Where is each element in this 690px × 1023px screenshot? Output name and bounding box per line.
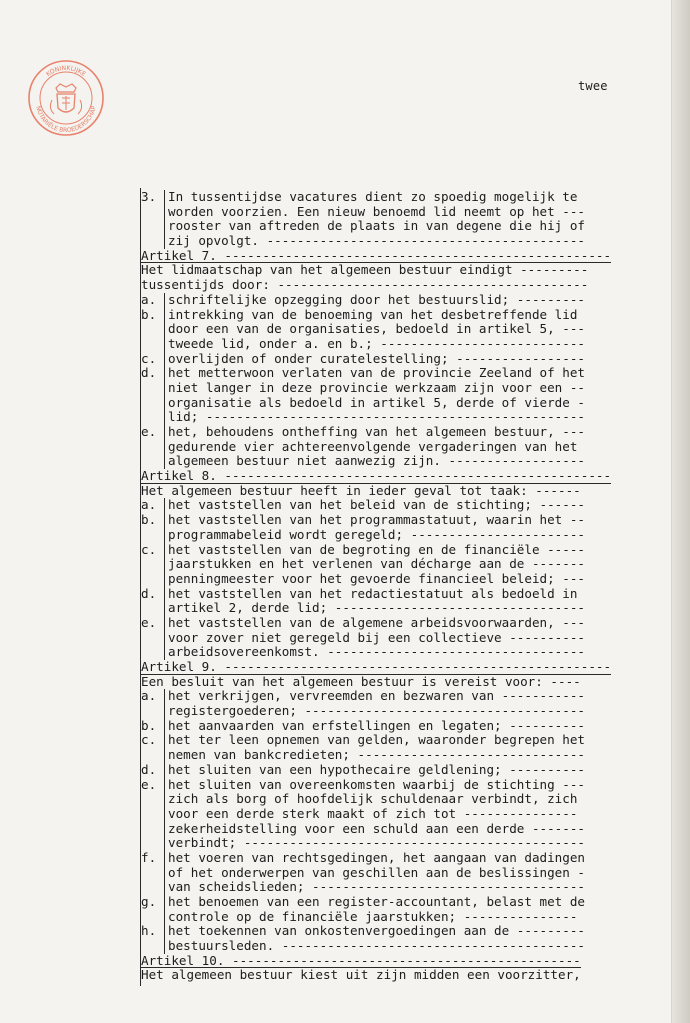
stamp-text-top: KONINKLIJKE — [45, 64, 87, 79]
line-text: Een besluit van het algemeen bestuur is vereist voor: ---- — [141, 674, 581, 689]
item-label: c. — [140, 352, 165, 367]
line-text: van scheidslieden; ------------------------------------ — [168, 880, 586, 895]
document-line — [140, 778, 650, 793]
article-heading-text: Artikel 9. --------------------------------------------------- — [141, 660, 612, 674]
line-text: het, behoudens ontheffing van het algemeen bestuur, --- — [168, 425, 586, 439]
page-edge — [671, 0, 690, 1023]
item-label — [140, 234, 165, 249]
document-line — [140, 498, 650, 513]
item-label — [140, 792, 165, 807]
document-line — [140, 939, 650, 954]
line-text: het vaststellen van het programmastatuut, waarin het -- — [168, 513, 586, 528]
item-label: h. — [140, 924, 165, 939]
line-text: bestuursleden. ---------------------------------------- — [168, 939, 586, 954]
document-line — [140, 616, 650, 631]
document-line — [140, 454, 650, 469]
document-line — [140, 278, 650, 293]
item-label — [140, 939, 165, 954]
document-line — [140, 895, 650, 910]
item-label — [140, 205, 165, 220]
line-text: het aanvaarden van erfstellingen en legaten; ---------- — [168, 718, 586, 733]
line-text: rooster van aftreden de plaats in van degene die hij of — [168, 219, 586, 234]
document-body — [140, 190, 650, 983]
item-label — [140, 396, 165, 411]
item-label: a. — [140, 689, 165, 704]
item-label — [140, 410, 165, 425]
item-label: e. — [140, 425, 165, 440]
document-line — [140, 763, 650, 778]
line-text: worden voorzien. Een nieuw benoemd lid neemt op het --- — [168, 204, 586, 219]
item-label: d. — [140, 366, 165, 381]
document-line — [140, 822, 650, 837]
document-line — [140, 381, 650, 396]
line-text: het sluiten van een hypothecaire geldlening; ---------- — [168, 762, 586, 777]
line-text: lid; -------------------------------------------------- — [168, 410, 586, 425]
page-number-label: twee — [578, 79, 608, 93]
notary-seal-stamp — [26, 58, 106, 138]
line-text: niet langer in deze provincie werkzaam zijn voor een -- — [168, 380, 586, 395]
document-line — [140, 190, 650, 205]
item-label: a. — [140, 498, 165, 513]
article-heading — [140, 954, 650, 969]
line-text: het vaststellen van de begroting en de financiële ----- — [168, 542, 586, 557]
document-line — [140, 836, 650, 851]
line-text: het benoemen van een register-accountant, belast met de — [168, 895, 586, 909]
line-text: verbindt; --------------------------------------------- — [168, 836, 586, 851]
line-text: controle op de financiële jaarstukken; --------------- — [168, 909, 578, 924]
item-label: b. — [140, 513, 165, 528]
line-text: tweede lid, onder a. en b.; --------------------------- — [168, 336, 586, 351]
document-line — [140, 631, 650, 646]
item-label: c. — [140, 733, 165, 748]
document-line — [140, 308, 650, 323]
line-text: jaarstukken en het verlenen van décharge aan de ------- — [168, 557, 586, 572]
line-text: zekerheidstelling voor een schuld aan een derde ------- — [168, 821, 586, 836]
document-line — [140, 484, 650, 499]
document-line — [140, 601, 650, 616]
line-text: Het lidmaatschap van het algemeen bestuur eindigt --------- — [141, 263, 589, 278]
item-label — [140, 601, 165, 616]
line-text: artikel 2, derde lid; --------------------------------- — [168, 601, 586, 616]
document-line — [140, 543, 650, 558]
line-text: zij opvolgt. ------------------------------------------ — [168, 234, 586, 249]
document-line — [140, 219, 650, 234]
line-text: het vaststellen van het beleid van de stichting; ------ — [168, 498, 586, 513]
item-label — [140, 381, 165, 396]
item-label — [140, 748, 165, 763]
line-text: het vaststellen van de algemene arbeidsvoorwaarden, --- — [168, 615, 586, 630]
article-heading — [140, 249, 650, 264]
document-line — [140, 851, 650, 866]
document-line — [140, 748, 650, 763]
item-label — [140, 631, 165, 646]
item-label: e. — [140, 778, 165, 793]
article-heading — [140, 660, 650, 675]
line-text: schriftelijke opzegging door het bestuurslid; --------- — [168, 292, 586, 307]
document-line — [140, 733, 650, 748]
line-text: organisatie als bedoeld in artikel 5, derde of vierde - — [168, 395, 586, 410]
document-line — [140, 205, 650, 220]
line-text: Het algemeen bestuur kiest uit zijn midden een voorzitter, — [141, 968, 581, 983]
item-label: f. — [140, 851, 165, 866]
document-line — [140, 689, 650, 704]
line-text: arbeidsovereenkomst. ---------------------------------- — [168, 645, 586, 660]
line-text: het sluiten van overeenkomsten waarbij de stichting --- — [168, 777, 586, 792]
item-label — [140, 645, 165, 660]
item-label — [140, 836, 165, 851]
line-text: het verkrijgen, vervreemden en bezwaren van ----------- — [168, 689, 586, 704]
item-label — [140, 822, 165, 837]
document-line — [140, 910, 650, 925]
item-label — [140, 557, 165, 572]
item-label: e. — [140, 616, 165, 631]
line-text: het metterwoon verlaten van de provincie Zeeland of het — [168, 366, 586, 381]
svg-text:KONINKLIJKE — [45, 65, 87, 78]
item-label — [140, 866, 165, 881]
document-line — [140, 293, 650, 308]
document-line — [140, 352, 650, 367]
item-label — [140, 572, 165, 587]
document-line — [140, 675, 650, 690]
document-line — [140, 263, 650, 278]
item-label — [140, 337, 165, 352]
document-line — [140, 528, 650, 543]
document-line — [140, 968, 650, 983]
line-text: In tussentijdse vacatures dient zo spoedig mogelijk te — [168, 190, 578, 204]
line-text: het ter leen opnemen van gelden, waaronder begrepen het — [168, 733, 586, 748]
item-label: d. — [140, 763, 165, 778]
document-line — [140, 322, 650, 337]
document-line — [140, 866, 650, 881]
line-text: voor een derde sterk maakt of zich tot --------------- — [168, 806, 578, 821]
line-text: algemeen bestuur niet aanwezig zijn. ------------------ — [168, 454, 586, 469]
document-line — [140, 440, 650, 455]
document-line — [140, 366, 650, 381]
item-label — [140, 880, 165, 895]
item-label: c. — [140, 543, 165, 558]
line-text: Het algemeen bestuur heeft in ieder geval tot taak: ------ — [141, 483, 581, 498]
document-line — [140, 792, 650, 807]
article-heading-text: Artikel 10. ---------------------------------------------- — [141, 953, 581, 968]
line-text: intrekking van de benoeming van het desbetreffende lid — [168, 307, 578, 322]
document-line — [140, 645, 650, 660]
line-text: tussentijds door: ----------------------------------------- — [141, 278, 589, 293]
document-line — [140, 557, 650, 572]
item-label — [140, 440, 165, 455]
item-label — [140, 219, 165, 234]
line-text: programmabeleid wordt geregeld; ----------------------- — [168, 527, 586, 542]
line-text: nemen van bankcredieten; ------------------------------ — [168, 748, 586, 763]
line-text: gedurende vier achtereenvolgende vergaderingen van het — [168, 439, 578, 454]
line-text: registergoederen; ------------------------------------- — [168, 704, 586, 719]
line-text: penningmeester voor het gevoerde financieel beleid; --- — [168, 571, 586, 586]
document-line — [140, 719, 650, 734]
line-text: of het onderwerpen van geschillen aan de beslissingen - — [168, 865, 586, 880]
line-text: door een van de organisaties, bedoeld in artikel 5, --- — [168, 322, 586, 337]
item-label — [140, 322, 165, 337]
document-line — [140, 704, 650, 719]
item-label: b. — [140, 308, 165, 323]
stamp-text-bottom: NOTARIËLE BROEDERSCHAP — [34, 105, 98, 135]
item-label — [140, 528, 165, 543]
item-label: g. — [140, 895, 165, 910]
document-line — [140, 234, 650, 249]
document-line — [140, 807, 650, 822]
document-line — [140, 396, 650, 411]
line-text: het voeren van rechtsgedingen, het aangaan van dadingen — [168, 850, 586, 865]
line-text: het toekennen van onkostenvergoedingen aan de --------- — [168, 924, 586, 939]
item-label: 3. — [140, 190, 165, 205]
document-line — [140, 410, 650, 425]
article-heading-text: Artikel 8. --------------------------------------------------- — [141, 469, 612, 484]
line-text: zich als borg of hoofdelijk schuldenaar verbindt, zich — [168, 792, 578, 807]
document-line — [140, 513, 650, 528]
item-label: b. — [140, 719, 165, 734]
item-label — [140, 704, 165, 719]
line-text: voor zover niet geregeld bij een collectieve ---------- — [168, 630, 586, 645]
document-line — [140, 425, 650, 440]
item-label: a. — [140, 293, 165, 308]
document-line — [140, 572, 650, 587]
article-heading — [140, 469, 650, 484]
line-text: het vaststellen van het redactiestatuut als bedoeld in — [168, 586, 578, 601]
item-label: d. — [140, 587, 165, 602]
document-line — [140, 587, 650, 602]
article-heading-text: Artikel 7. --------------------------------------------------- — [141, 248, 612, 263]
item-label — [140, 454, 165, 469]
item-label — [140, 807, 165, 822]
document-line — [140, 880, 650, 895]
item-label — [140, 910, 165, 925]
document-line — [140, 924, 650, 939]
document-line — [140, 337, 650, 352]
line-text: overlijden of onder curatelestelling; ----------------- — [168, 351, 586, 366]
